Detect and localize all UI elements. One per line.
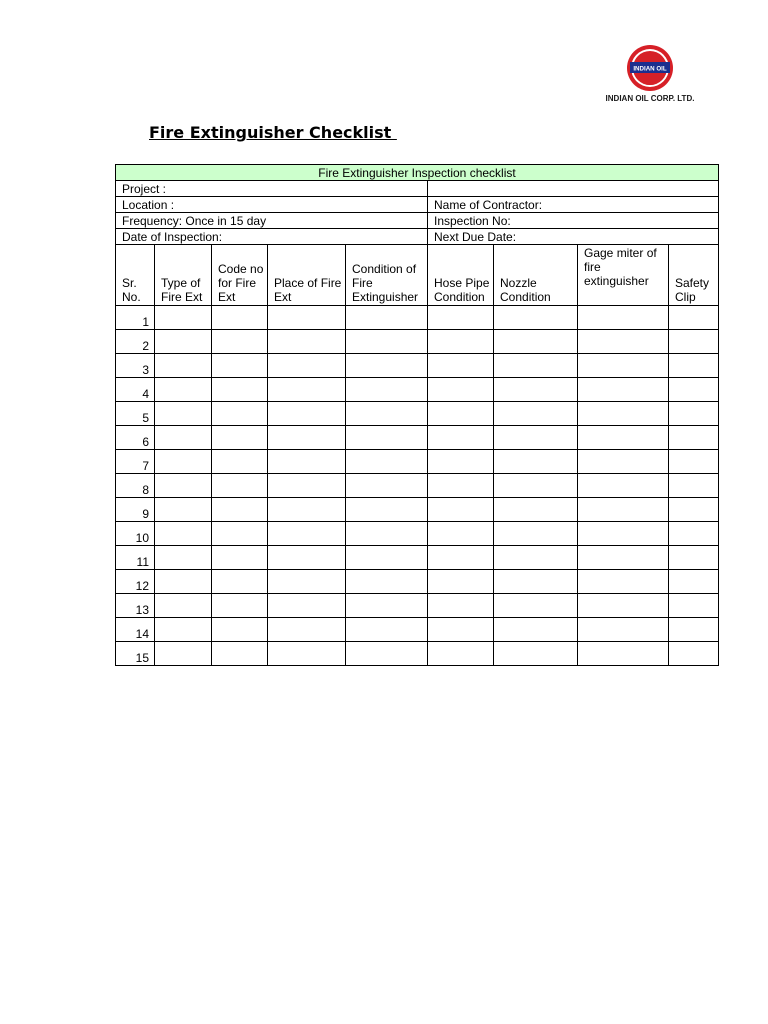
blank-entry-cell xyxy=(578,594,669,618)
table-row xyxy=(116,546,719,570)
next-due-date-field: Next Due Date: xyxy=(428,229,719,245)
blank-entry-cell xyxy=(212,402,268,426)
blank-entry-cell xyxy=(212,642,268,666)
blank-entry-cell xyxy=(212,378,268,402)
column-header-place: Place of Fire Ext xyxy=(268,245,346,306)
row-number: 2 xyxy=(116,330,155,354)
svg-text:INDIAN OIL: INDIAN OIL xyxy=(633,65,667,73)
blank-entry-cell xyxy=(428,402,494,426)
blank-entry-cell xyxy=(494,450,578,474)
table-row xyxy=(116,498,719,522)
blank-entry-cell xyxy=(155,642,212,666)
column-header-code: Code no for Fire Ext xyxy=(212,245,268,306)
blank-entry-cell xyxy=(268,426,346,450)
blank-entry-cell xyxy=(268,594,346,618)
blank-entry-cell xyxy=(268,522,346,546)
blank-entry-cell xyxy=(212,522,268,546)
blank-entry-cell xyxy=(268,378,346,402)
blank-entry-cell xyxy=(346,594,428,618)
table-row xyxy=(116,378,719,402)
blank-entry-cell xyxy=(268,402,346,426)
blank-entry-cell xyxy=(494,402,578,426)
inspection-table xyxy=(115,164,719,666)
blank-entry-cell xyxy=(494,522,578,546)
blank-entry-cell xyxy=(268,306,346,330)
blank-entry-cell xyxy=(155,594,212,618)
row-number: 6 xyxy=(116,426,155,450)
document-title: Fire Extinguisher Checklist xyxy=(149,123,397,142)
table-row xyxy=(116,618,719,642)
blank-entry-cell xyxy=(494,354,578,378)
row-number: 12 xyxy=(116,570,155,594)
blank-entry-cell xyxy=(268,618,346,642)
blank-entry-cell xyxy=(578,450,669,474)
blank-entry-cell xyxy=(669,474,719,498)
blank-entry-cell xyxy=(212,330,268,354)
blank-entry-cell xyxy=(578,642,669,666)
blank-entry-cell xyxy=(494,306,578,330)
blank-entry-cell xyxy=(578,306,669,330)
blank-entry-cell xyxy=(669,426,719,450)
blank-entry-cell xyxy=(155,570,212,594)
table-row xyxy=(116,522,719,546)
blank-entry-cell xyxy=(428,378,494,402)
blank-entry-cell xyxy=(268,354,346,378)
blank-entry-cell xyxy=(494,378,578,402)
blank-entry-cell xyxy=(346,498,428,522)
row-number: 14 xyxy=(116,618,155,642)
column-header-row xyxy=(116,245,719,306)
row-number: 11 xyxy=(116,546,155,570)
blank-entry-cell xyxy=(346,642,428,666)
blank-entry-cell xyxy=(428,498,494,522)
blank-entry-cell xyxy=(212,354,268,378)
blank-entry-cell xyxy=(669,306,719,330)
blank-entry-cell xyxy=(428,354,494,378)
logo-caption: INDIAN OIL CORP. LTD. xyxy=(605,94,695,103)
row-number: 8 xyxy=(116,474,155,498)
blank-entry-cell xyxy=(578,426,669,450)
blank-entry-cell xyxy=(578,522,669,546)
blank-entry-cell xyxy=(155,450,212,474)
blank-entry-cell xyxy=(669,570,719,594)
blank-entry-cell xyxy=(494,330,578,354)
blank-entry-cell xyxy=(155,330,212,354)
row-number: 15 xyxy=(116,642,155,666)
blank-entry-cell xyxy=(428,522,494,546)
blank-entry-cell xyxy=(669,450,719,474)
blank-entry-cell xyxy=(669,642,719,666)
frequency-field: Frequency: Once in 15 day xyxy=(116,213,428,229)
blank-entry-cell xyxy=(428,330,494,354)
column-header-sr-no: Sr. No. xyxy=(116,245,155,306)
table-row xyxy=(116,450,719,474)
row-number: 9 xyxy=(116,498,155,522)
blank-entry-cell xyxy=(212,618,268,642)
blank-entry-cell xyxy=(155,354,212,378)
blank-entry-cell xyxy=(268,330,346,354)
blank-entry-cell xyxy=(669,546,719,570)
blank-entry-cell xyxy=(155,618,212,642)
blank-entry-cell xyxy=(428,618,494,642)
blank-entry-cell xyxy=(428,474,494,498)
blank-entry-cell xyxy=(268,642,346,666)
table-row xyxy=(116,570,719,594)
row-number: 4 xyxy=(116,378,155,402)
column-header-nozzle: Nozzle Condition xyxy=(494,245,578,306)
table-row xyxy=(116,594,719,618)
table-row xyxy=(116,474,719,498)
blank-entry-cell xyxy=(346,570,428,594)
blank-entry-cell xyxy=(346,426,428,450)
date-of-inspection-field: Date of Inspection: xyxy=(116,229,428,245)
blank-entry-cell xyxy=(212,426,268,450)
blank-entry-cell xyxy=(669,378,719,402)
table-row xyxy=(116,354,719,378)
blank-entry-cell xyxy=(212,306,268,330)
table-row xyxy=(116,402,719,426)
blank-entry-cell xyxy=(669,402,719,426)
location-field: Location : xyxy=(116,197,428,213)
blank-entry-cell xyxy=(578,498,669,522)
blank-entry-cell xyxy=(578,330,669,354)
blank-entry-cell xyxy=(155,546,212,570)
blank-entry-cell xyxy=(428,450,494,474)
blank-entry-cell xyxy=(212,570,268,594)
blank-entry-cell xyxy=(155,402,212,426)
blank-entry-cell xyxy=(268,450,346,474)
blank-entry-cell xyxy=(428,306,494,330)
blank-entry-cell xyxy=(346,330,428,354)
blank-entry-cell xyxy=(212,546,268,570)
blank-entry-cell xyxy=(494,426,578,450)
blank-entry-cell xyxy=(494,594,578,618)
blank-entry-cell xyxy=(578,618,669,642)
blank-entry-cell xyxy=(578,570,669,594)
blank-entry-cell xyxy=(155,306,212,330)
column-header-gage: Gage miter of fire extinguisher xyxy=(578,245,669,306)
table-row xyxy=(116,306,719,330)
blank-entry-cell xyxy=(155,498,212,522)
column-header-type: Type of Fire Ext xyxy=(155,245,212,306)
blank-entry-cell xyxy=(494,642,578,666)
blank-entry-cell xyxy=(669,522,719,546)
column-header-condition: Condition of Fire Extinguisher xyxy=(346,245,428,306)
blank-entry-cell xyxy=(268,498,346,522)
blank-entry-cell xyxy=(212,474,268,498)
column-header-hose-pipe: Hose Pipe Condition xyxy=(428,245,494,306)
blank-entry-cell xyxy=(669,594,719,618)
contractor-field: Name of Contractor: xyxy=(428,197,719,213)
row-number: 7 xyxy=(116,450,155,474)
row-number: 3 xyxy=(116,354,155,378)
blank-entry-cell xyxy=(268,546,346,570)
blank-entry-cell xyxy=(212,498,268,522)
blank-entry-cell xyxy=(155,426,212,450)
table-banner: Fire Extinguisher Inspection checklist xyxy=(116,165,719,181)
blank-entry-cell xyxy=(346,546,428,570)
blank-entry-cell xyxy=(428,546,494,570)
blank-entry-cell xyxy=(494,570,578,594)
blank-entry-cell xyxy=(346,378,428,402)
blank-entry-cell xyxy=(669,330,719,354)
blank-entry-cell xyxy=(578,402,669,426)
table-row xyxy=(116,642,719,666)
inspection-no-field: Inspection No: xyxy=(428,213,719,229)
blank-entry-cell xyxy=(669,354,719,378)
blank-entry-cell xyxy=(155,522,212,546)
blank-entry-cell xyxy=(578,474,669,498)
blank-entry-cell xyxy=(212,450,268,474)
blank-entry-cell xyxy=(268,474,346,498)
row-number: 13 xyxy=(116,594,155,618)
company-logo xyxy=(600,44,700,108)
blank-entry-cell xyxy=(428,642,494,666)
blank-entry-cell xyxy=(494,546,578,570)
blank-entry-cell xyxy=(428,594,494,618)
blank-entry-cell xyxy=(494,474,578,498)
blank-entry-cell xyxy=(346,306,428,330)
row-number: 1 xyxy=(116,306,155,330)
blank-entry-cell xyxy=(578,378,669,402)
row-number: 5 xyxy=(116,402,155,426)
blank-entry-cell xyxy=(155,474,212,498)
blank-entry-cell xyxy=(346,450,428,474)
blank-entry-cell xyxy=(578,546,669,570)
table-row xyxy=(116,426,719,450)
blank-entry-cell xyxy=(428,426,494,450)
blank-entry-cell xyxy=(578,354,669,378)
blank-entry-cell xyxy=(346,522,428,546)
blank-entry-cell xyxy=(494,618,578,642)
project-value-cell xyxy=(428,181,719,197)
blank-entry-cell xyxy=(428,570,494,594)
blank-entry-cell xyxy=(268,570,346,594)
row-number: 10 xyxy=(116,522,155,546)
indian-oil-emblem-icon xyxy=(622,44,678,92)
blank-entry-cell xyxy=(669,618,719,642)
blank-entry-cell xyxy=(669,498,719,522)
column-header-safety-clip: Safety Clip xyxy=(669,245,719,306)
project-field: Project : xyxy=(116,181,428,197)
blank-entry-cell xyxy=(346,618,428,642)
blank-entry-cell xyxy=(155,378,212,402)
blank-entry-cell xyxy=(346,354,428,378)
blank-entry-cell xyxy=(346,402,428,426)
blank-entry-cell xyxy=(212,594,268,618)
blank-entry-cell xyxy=(494,498,578,522)
blank-entry-cell xyxy=(346,474,428,498)
table-row xyxy=(116,330,719,354)
